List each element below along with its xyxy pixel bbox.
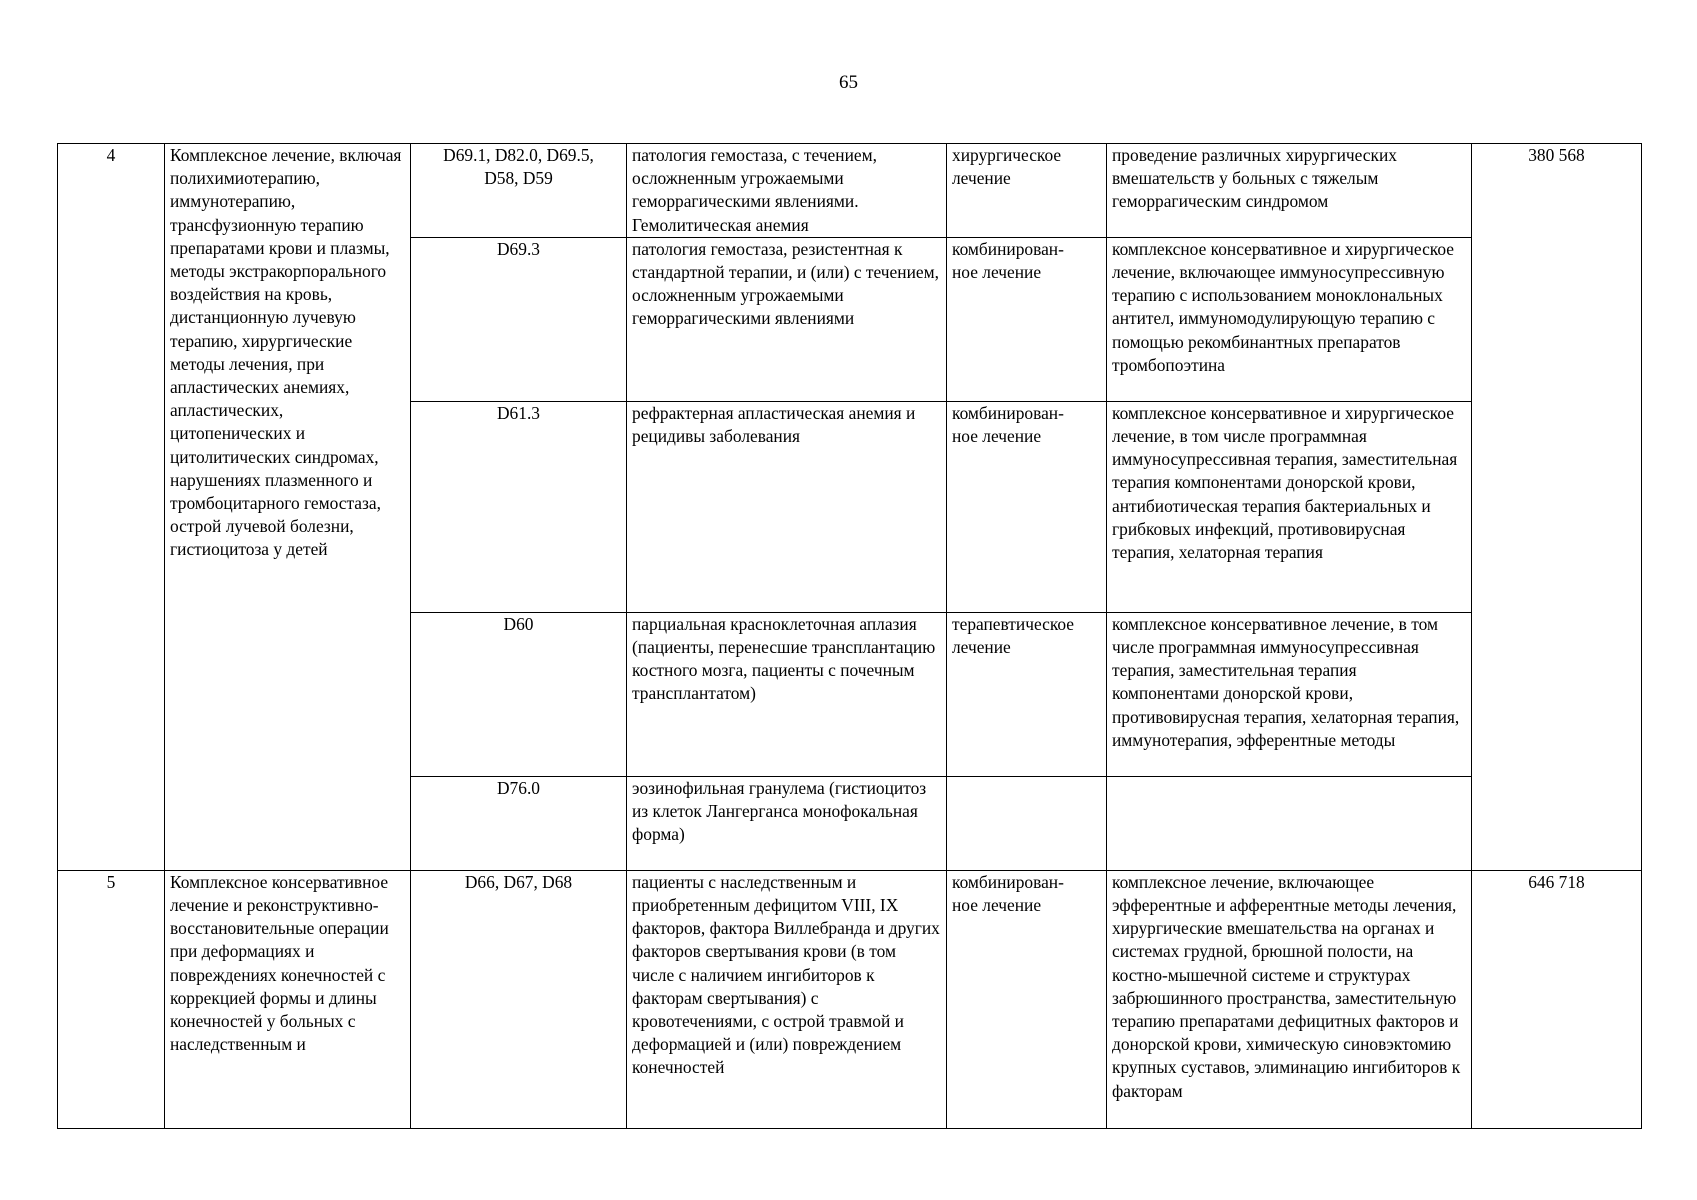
table-row — [58, 870, 1642, 1128]
icd-codes: D69.1, D82.0, D69.5, D58, D59 — [411, 144, 627, 238]
icd-codes: D76.0 — [411, 776, 627, 870]
patient-model: патология гемостаза, с течением, осложненным угрожаемыми геморрагическими явлениями. Гемолитическая анемия — [627, 144, 947, 238]
icd-codes: D66, D67, D68 — [411, 870, 627, 1128]
treatment-method: проведение различных хирургических вмешательств у больных с тяжелым геморрагическим синдромом — [1107, 144, 1472, 238]
patient-model: эозинофильная гранулема (гистиоцитоз из клеток Лангерганса монофокальная форма) — [627, 776, 947, 870]
treatment-method: комплексное консервативное лечение, в том числе программная иммуносупрессивная терапия, заместительная терапия компонентами донорской крови, противовирусная терапия, хелаторная терапия, иммунотерапия, эфферентные методы — [1107, 612, 1472, 776]
patient-model: парциальная красноклеточная аплазия (пациенты, перенесшие трансплантацию костного мозга, пациенты с почечным трансплантатом) — [627, 612, 947, 776]
treatment-type: терапевтическое лечение — [947, 612, 1107, 776]
group-number: 4 — [58, 144, 165, 871]
treatment-type: комбинирован- ное лечение — [947, 237, 1107, 401]
treatment-type — [947, 776, 1107, 870]
patient-model: патология гемостаза, резистентная к стандартной терапии, и (или) с течением, осложненным угрожаемыми геморрагическими явлениями — [627, 237, 947, 401]
group-name: Комплексное консервативное лечение и реконструктивно-восстановительные операции при деформациях и повреждениях конечностей с коррекцией формы и длины конечностей у больных с наследственным и — [165, 870, 411, 1128]
patient-model: пациенты с наследственным и приобретенным дефицитом VIII, IX факторов, фактора Виллебранда и других факторов свертывания крови (в том числе с наличием ингибиторов к факторам свертывания) с кровотечениями, с острой травмой и деформацией и (или) повреждением конечностей — [627, 870, 947, 1128]
group-cost: 646 718 — [1472, 870, 1642, 1128]
patient-model: рефрактерная апластическая анемия и рецидивы заболевания — [627, 401, 947, 612]
group-cost: 380 568 — [1472, 144, 1642, 871]
icd-codes: D60 — [411, 612, 627, 776]
treatment-method: комплексное лечение, включающее эфферентные и афферентные методы лечения, хирургические вмешательства на органах и системах грудной, брюшной полости, на костно-мышечной системе и структурах забрюшинного пространства, заместительную терапию препаратами дефицитных факторов и донорской крови, химическую синовэктомию крупных суставов, элиминацию ингибиторов к факторам — [1107, 870, 1472, 1128]
icd-codes: D61.3 — [411, 401, 627, 612]
treatment-type: комбинирован- ное лечение — [947, 870, 1107, 1128]
treatment-method — [1107, 776, 1472, 870]
treatment-table — [57, 143, 1642, 1129]
group-name: Комплексное лечение, включая полихимиотерапию, иммунотерапию, трансфузионную терапию препаратами крови и плазмы, методы экстракорпорального воздействия на кровь, дистанционную лучевую терапию, хирургические методы лечения, при апластических анемиях, апластических, цитопенических и цитолитических синдромах, нарушениях плазменного и тромбоцитарного гемостаза, острой лучевой болезни, гистиоцитоза у детей — [165, 144, 411, 871]
treatment-method: комплексное консервативное и хирургическое лечение, включающее иммуносупрессивную терапию с использованием моноклональных антител, иммуномодулирующую терапию с помощью рекомбинантных препаратов тромбопоэтина — [1107, 237, 1472, 401]
treatment-type: комбинирован- ное лечение — [947, 401, 1107, 612]
page-number: 65 — [839, 72, 858, 93]
treatment-method: комплексное консервативное и хирургическое лечение, в том числе программная иммуносупрессивная терапия, заместительная терапия компонентами донорской крови, антибиотическая терапия бактериальных и грибковых инфекций, противовирусная терапия, хелаторная терапия — [1107, 401, 1472, 612]
table-row — [58, 144, 1642, 238]
group-number: 5 — [58, 870, 165, 1128]
icd-codes: D69.3 — [411, 237, 627, 401]
treatment-type: хирургическое лечение — [947, 144, 1107, 238]
